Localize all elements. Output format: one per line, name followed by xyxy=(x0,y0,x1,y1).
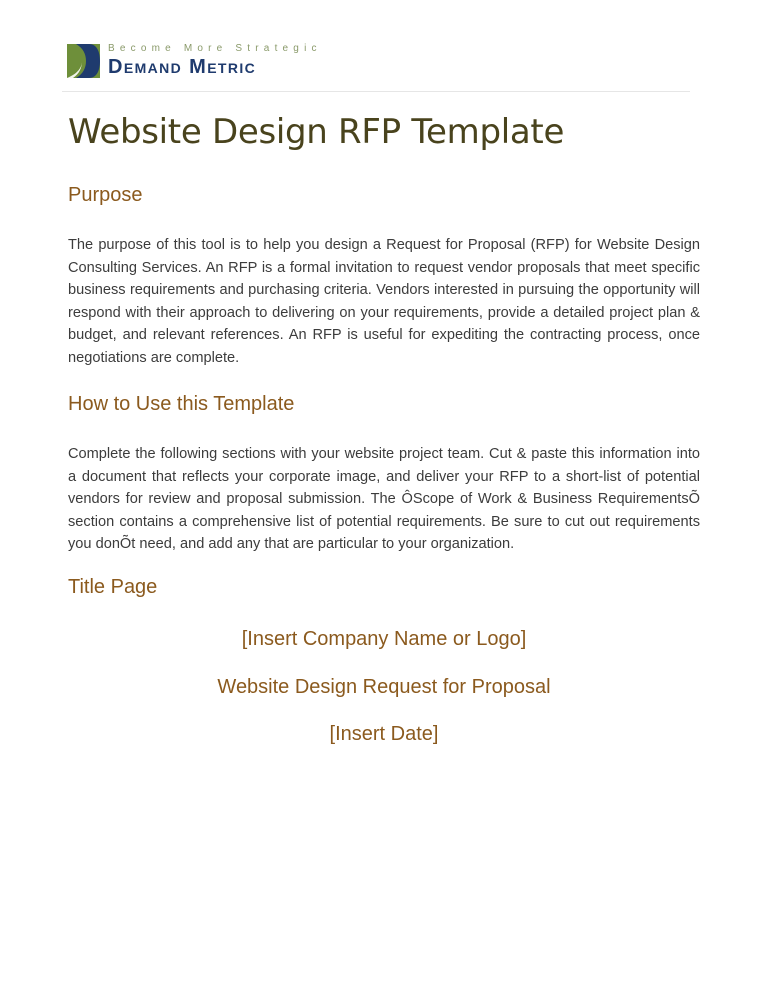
how-to-use-paragraph: Complete the following sections with your website project team. Cut & paste this information into a document that reflects your corporate image, and deliver your RFP to a short-list of potential vendors for review and proposal submission. The ÔScope of Work & Business RequirementsÕ section contains a comprehensive list of potential requirements. Be sure to cut out requirements you donÕt need, and add any that are particular to your organization. xyxy=(68,446,700,553)
brand-logo xyxy=(67,43,367,83)
proposal-title: Website Design Request for Proposal xyxy=(217,676,551,698)
company-name-placeholder: [Insert Company Name or Logo] xyxy=(241,628,527,650)
purpose-heading: Purpose xyxy=(68,184,143,206)
purpose-paragraph: The purpose of this tool is to help you design a Request for Proposal (RFP) for Website Design Consulting Services. An RFP is a formal invitation to request vendor proposals that meet specific business requirements and purchasing criteria. Vendors interested in pursuing the opportunity will respond with their approach to delivering on your requirements, provide a detailed project plan & budget, and relevant references. An RFP is useful for expediting the contracting process, once negotiations are complete. xyxy=(68,237,700,366)
demand-metric-logo-icon xyxy=(67,44,100,78)
title-page-heading: Title Page xyxy=(68,576,158,598)
header-divider xyxy=(62,91,690,92)
how-to-use-heading: How to Use this Template xyxy=(68,393,295,415)
document-title: Website Design RFP Template xyxy=(68,112,565,152)
brand-tagline: Become More Strategic xyxy=(108,43,322,54)
brand-name: Demand Metric xyxy=(108,56,257,78)
date-placeholder: [Insert Date] xyxy=(329,723,439,745)
